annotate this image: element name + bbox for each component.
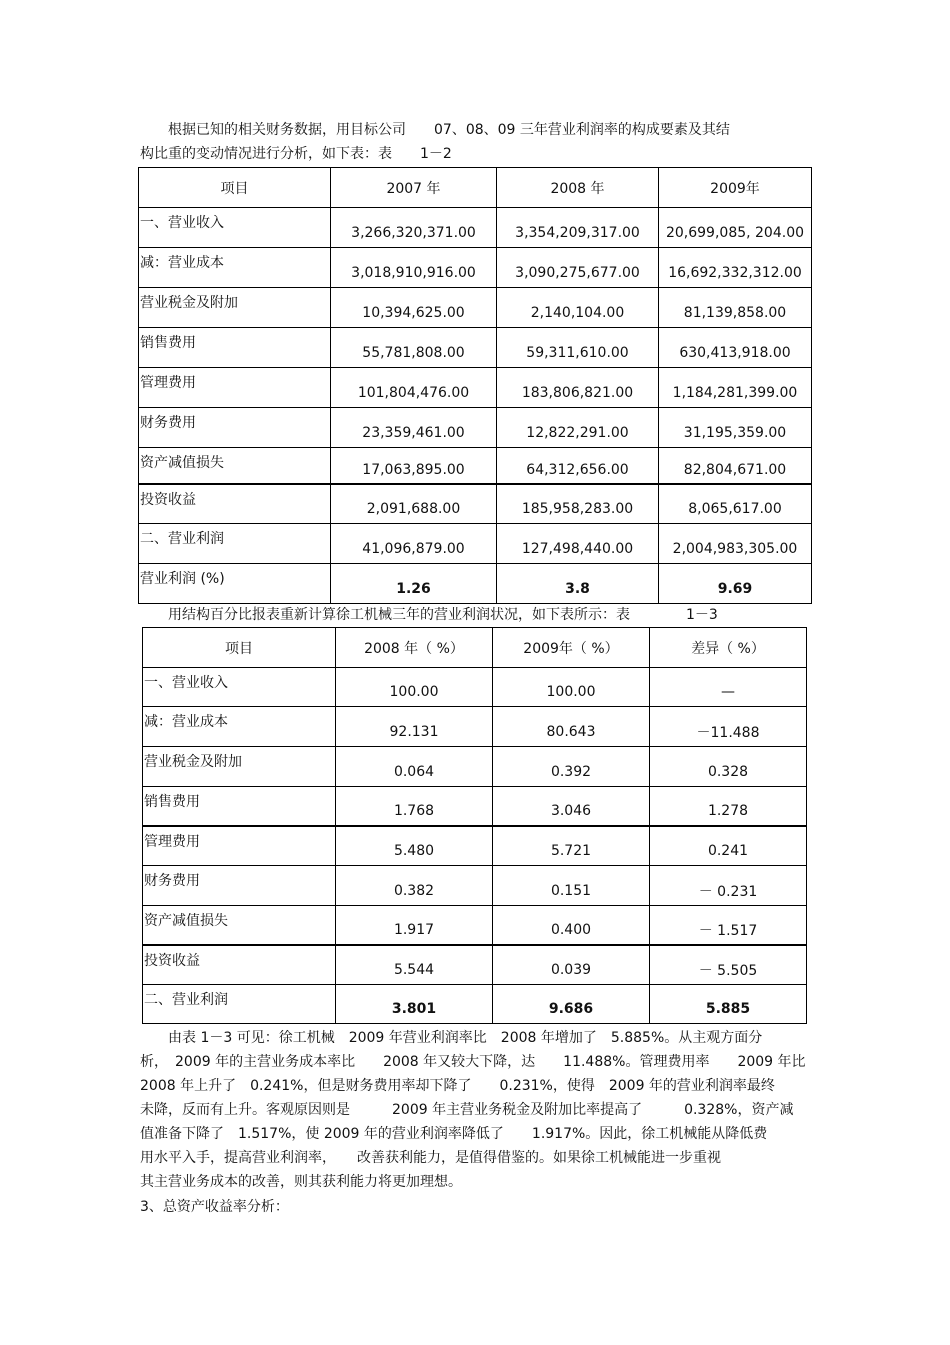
cell-value: 185,958,283.00 bbox=[497, 484, 659, 524]
table-row bbox=[139, 408, 812, 448]
operating-profit-table-1-2 bbox=[138, 167, 812, 604]
cell-value: 3.801 bbox=[336, 985, 493, 1024]
row-label: 减：营业成本 bbox=[143, 707, 336, 747]
cell-value: 3,266,320,371.00 bbox=[331, 208, 497, 248]
header-2009: 2009年 bbox=[659, 168, 812, 208]
header-item: 项目 bbox=[139, 168, 331, 208]
cell-value: 0.400 bbox=[493, 906, 650, 945]
row-label: 营业税金及附加 bbox=[139, 288, 331, 328]
cell-value: 101,804,476.00 bbox=[331, 368, 497, 408]
table-row bbox=[143, 945, 807, 985]
cell-value: 0.392 bbox=[493, 747, 650, 787]
cell-value: 2,004,983,305.00 bbox=[659, 524, 812, 564]
table-row bbox=[139, 288, 812, 328]
table-row bbox=[143, 787, 807, 826]
table-row bbox=[143, 707, 807, 747]
table-row bbox=[143, 668, 807, 707]
cell-value: 1.26 bbox=[331, 564, 497, 604]
cell-value: 183,806,821.00 bbox=[497, 368, 659, 408]
row-label: 一、营业收入 bbox=[143, 668, 336, 707]
cell-value: 2,140,104.00 bbox=[497, 288, 659, 328]
cell-value: 0.151 bbox=[493, 866, 650, 906]
row-label: 财务费用 bbox=[143, 866, 336, 906]
cell-value: 0.241 bbox=[650, 826, 807, 866]
cell-value: 20,699,085, 204.00 bbox=[659, 208, 812, 248]
row-label: 管理费用 bbox=[139, 368, 331, 408]
cell-value: 92.131 bbox=[336, 707, 493, 747]
mid-caption: 用结构百分比报表重新计算徐工机械三年的营业利润状况，如下表所示：表 1－3 bbox=[168, 607, 718, 623]
cell-value: 0.064 bbox=[336, 747, 493, 787]
cell-value: 64,312,656.00 bbox=[497, 448, 659, 484]
cell-value: 0.039 bbox=[493, 945, 650, 985]
structure-percent-table-1-3 bbox=[142, 627, 807, 1024]
row-label: 销售费用 bbox=[143, 787, 336, 826]
analysis-line-1: 由表 1－3 可见：徐工机械 2009 年营业利润率比 2008 年增加了 5.885%。从主观方面分 bbox=[168, 1030, 763, 1046]
header-2007: 2007 年 bbox=[331, 168, 497, 208]
cell-value: 1,184,281,399.00 bbox=[659, 368, 812, 408]
cell-value: 100.00 bbox=[493, 668, 650, 707]
row-label: 营业利润 (%) bbox=[139, 564, 331, 604]
analysis-line-4: 未降，反而有上升。客观原因则是 2009 年主营业务税金及附加比率提高了 0.328%，资产减 bbox=[140, 1102, 794, 1118]
cell-value: — bbox=[650, 668, 807, 707]
table-row bbox=[139, 564, 812, 604]
cell-value: 12,822,291.00 bbox=[497, 408, 659, 448]
table-row bbox=[139, 484, 812, 524]
cell-value: 5.544 bbox=[336, 945, 493, 985]
analysis-line-2: 析， 2009 年的主营业务成本率比 2008 年又较大下降，达 11.488%。管理费用率 2009 年比 bbox=[140, 1054, 806, 1070]
cell-value: 80.643 bbox=[493, 707, 650, 747]
table-row bbox=[139, 368, 812, 408]
row-label: 二、营业利润 bbox=[139, 524, 331, 564]
cell-value: 3,354,209,317.00 bbox=[497, 208, 659, 248]
row-label: 投资收益 bbox=[139, 484, 331, 524]
cell-value: 3.046 bbox=[493, 787, 650, 826]
table-row bbox=[143, 906, 807, 945]
row-label: 营业税金及附加 bbox=[143, 747, 336, 787]
cell-value: 9.686 bbox=[493, 985, 650, 1024]
header-2008-pct: 2008 年（ %） bbox=[336, 628, 493, 668]
row-label: 销售费用 bbox=[139, 328, 331, 368]
cell-value: － 5.505 bbox=[650, 945, 807, 985]
row-label: 减：营业成本 bbox=[139, 248, 331, 288]
table-row bbox=[139, 208, 812, 248]
analysis-line-6: 用水平入手，提高营业利润率， 改善获利能力，是值得借鉴的。如果徐工机械能进一步重视 bbox=[140, 1150, 721, 1166]
cell-value: 10,394,625.00 bbox=[331, 288, 497, 328]
table-row bbox=[143, 747, 807, 787]
cell-value: 5.480 bbox=[336, 826, 493, 866]
row-label: 投资收益 bbox=[143, 945, 336, 985]
cell-value: 3.8 bbox=[497, 564, 659, 604]
cell-value: 55,781,808.00 bbox=[331, 328, 497, 368]
intro-line-1: 根据已知的相关财务数据，用目标公司 07、08、09 三年营业利润率的构成要素及其结 bbox=[168, 122, 730, 138]
table-header-row bbox=[143, 628, 807, 668]
cell-value: 1.768 bbox=[336, 787, 493, 826]
analysis-line-7: 其主营业务成本的改善，则其获利能力将更加理想。 bbox=[140, 1174, 462, 1190]
analysis-line-5: 值准备下降了 1.517%，使 2009 年的营业利润率降低了 1.917%。因此，徐工机械能从降低费 bbox=[140, 1126, 768, 1142]
cell-value: 81,139,858.00 bbox=[659, 288, 812, 328]
header-item: 项目 bbox=[143, 628, 336, 668]
row-label: 一、营业收入 bbox=[139, 208, 331, 248]
cell-value: 59,311,610.00 bbox=[497, 328, 659, 368]
table-row bbox=[143, 985, 807, 1024]
analysis-line-3: 2008 年上升了 0.241%，但是财务费用率却下降了 0.231%，使得 2009 年的营业利润率最终 bbox=[140, 1078, 775, 1094]
table-header-row bbox=[139, 168, 812, 208]
row-label: 二、营业利润 bbox=[143, 985, 336, 1024]
row-label: 财务费用 bbox=[139, 408, 331, 448]
row-label: 管理费用 bbox=[143, 826, 336, 866]
cell-value: 8,065,617.00 bbox=[659, 484, 812, 524]
cell-value: 5.721 bbox=[493, 826, 650, 866]
cell-value: －11.488 bbox=[650, 707, 807, 747]
table-row bbox=[139, 248, 812, 288]
cell-value: 2,091,688.00 bbox=[331, 484, 497, 524]
row-label: 资产减值损失 bbox=[143, 906, 336, 945]
table-row bbox=[139, 448, 812, 484]
cell-value: 82,804,671.00 bbox=[659, 448, 812, 484]
row-label: 资产减值损失 bbox=[139, 448, 331, 484]
cell-value: 1.278 bbox=[650, 787, 807, 826]
cell-value: 3,090,275,677.00 bbox=[497, 248, 659, 288]
header-diff-pct: 差异（ %） bbox=[650, 628, 807, 668]
table-row bbox=[139, 328, 812, 368]
cell-value: － 1.517 bbox=[650, 906, 807, 945]
intro-line-2: 构比重的变动情况进行分析，如下表：表 1－2 bbox=[140, 146, 452, 162]
cell-value: 23,359,461.00 bbox=[331, 408, 497, 448]
cell-value: 41,096,879.00 bbox=[331, 524, 497, 564]
header-2009-pct: 2009年（ %） bbox=[493, 628, 650, 668]
cell-value: 9.69 bbox=[659, 564, 812, 604]
table-row bbox=[143, 826, 807, 866]
cell-value: 127,498,440.00 bbox=[497, 524, 659, 564]
cell-value: 630,413,918.00 bbox=[659, 328, 812, 368]
section-3-heading: 3、总资产收益率分析： bbox=[140, 1199, 289, 1215]
cell-value: 17,063,895.00 bbox=[331, 448, 497, 484]
cell-value: 0.328 bbox=[650, 747, 807, 787]
cell-value: 3,018,910,916.00 bbox=[331, 248, 497, 288]
table-row bbox=[139, 524, 812, 564]
header-2008: 2008 年 bbox=[497, 168, 659, 208]
cell-value: 31,195,359.00 bbox=[659, 408, 812, 448]
cell-value: 1.917 bbox=[336, 906, 493, 945]
cell-value: － 0.231 bbox=[650, 866, 807, 906]
cell-value: 100.00 bbox=[336, 668, 493, 707]
cell-value: 5.885 bbox=[650, 985, 807, 1024]
cell-value: 0.382 bbox=[336, 866, 493, 906]
table-row bbox=[143, 866, 807, 906]
cell-value: 16,692,332,312.00 bbox=[659, 248, 812, 288]
